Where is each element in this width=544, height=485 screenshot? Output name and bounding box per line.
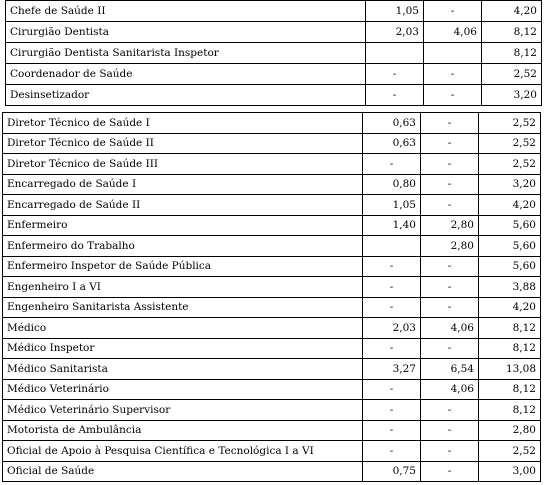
value-cell: - [421, 277, 479, 298]
total-cell: 4,20 [479, 195, 541, 216]
table-row [3, 400, 541, 421]
salary-table-main-body [3, 113, 541, 482]
table-row [3, 195, 541, 216]
total-cell: 5,60 [479, 215, 541, 236]
cargo-cell: Encarregado de Saúde II [3, 195, 363, 216]
value-cell: - [424, 1, 482, 22]
cargo-cell: Enfermeiro [3, 215, 363, 236]
value-cell: - [363, 277, 421, 298]
table-row [3, 441, 541, 462]
cargo-cell: Motorista de Ambulância [3, 420, 363, 441]
cargo-cell: Enfermeiro do Trabalho [3, 236, 363, 257]
value-cell [424, 43, 482, 64]
value-cell: - [421, 441, 479, 462]
value-cell: 3,27 [363, 359, 421, 380]
table-row [6, 64, 542, 85]
total-cell: 4,20 [482, 1, 542, 22]
table-row [3, 379, 541, 400]
total-cell: 5,60 [479, 256, 541, 277]
value-cell: - [363, 256, 421, 277]
cargo-cell: Médico Sanitarista [3, 359, 363, 380]
value-cell: - [421, 113, 479, 134]
value-cell: 1,40 [363, 215, 421, 236]
total-cell: 8,12 [479, 379, 541, 400]
table-row [6, 22, 542, 43]
cargo-cell: Diretor Técnico de Saúde I [3, 113, 363, 134]
value-cell: 2,80 [421, 236, 479, 257]
table-row [3, 338, 541, 359]
total-cell: 2,52 [479, 154, 541, 175]
total-cell: 2,52 [479, 133, 541, 154]
value-cell: - [363, 297, 421, 318]
cargo-cell: Desinsetizador [6, 85, 366, 106]
cargo-cell: Oficial de Saúde [3, 461, 363, 482]
value-cell: - [363, 154, 421, 175]
value-cell: 4,06 [424, 22, 482, 43]
table-row [3, 359, 541, 380]
total-cell: 3,88 [479, 277, 541, 298]
value-cell: - [424, 85, 482, 106]
value-cell: - [421, 133, 479, 154]
table-row [3, 461, 541, 482]
cargo-cell: Médico Veterinário Supervisor [3, 400, 363, 421]
value-cell: - [421, 338, 479, 359]
total-cell: 8,12 [482, 22, 542, 43]
total-cell: 2,80 [479, 420, 541, 441]
cargo-cell: Cirurgião Dentista [6, 22, 366, 43]
value-cell: - [421, 174, 479, 195]
cargo-cell: Médico Veterinário [3, 379, 363, 400]
cargo-cell: Diretor Técnico de Saúde II [3, 133, 363, 154]
value-cell: - [424, 64, 482, 85]
value-cell: - [421, 297, 479, 318]
table-row [3, 420, 541, 441]
value-cell: - [421, 400, 479, 421]
value-cell: 0,63 [363, 113, 421, 134]
value-cell: 1,05 [363, 195, 421, 216]
cargo-cell: Encarregado de Saúde I [3, 174, 363, 195]
value-cell: 1,05 [366, 1, 424, 22]
table-row [3, 215, 541, 236]
cargo-cell: Médico Inspetor [3, 338, 363, 359]
value-cell: - [363, 400, 421, 421]
salary-table-top-body [6, 1, 542, 106]
cargo-cell: Enfermeiro Inspetor de Saúde Pública [3, 256, 363, 277]
value-cell: 2,03 [366, 22, 424, 43]
total-cell: 3,20 [479, 174, 541, 195]
value-cell: 4,06 [421, 379, 479, 400]
table-row [3, 236, 541, 257]
total-cell: 4,20 [479, 297, 541, 318]
value-cell: - [421, 461, 479, 482]
cargo-cell: Engenheiro I a VI [3, 277, 363, 298]
salary-table-top [5, 0, 542, 106]
value-cell: - [363, 441, 421, 462]
cargo-cell: Oficial de Apoio à Pesquisa Científica e Tecnológica I a VI [3, 441, 363, 462]
total-cell: 13,08 [479, 359, 541, 380]
cargo-cell: Coordenador de Saúde [6, 64, 366, 85]
value-cell: - [363, 379, 421, 400]
total-cell: 8,12 [482, 43, 542, 64]
value-cell: 0,80 [363, 174, 421, 195]
cargo-cell: Diretor Técnico de Saúde III [3, 154, 363, 175]
value-cell: - [421, 195, 479, 216]
value-cell: - [363, 420, 421, 441]
table-row [3, 277, 541, 298]
cargo-cell: Engenheiro Sanitarista Assistente [3, 297, 363, 318]
cargo-cell: Médico [3, 318, 363, 339]
value-cell: 0,75 [363, 461, 421, 482]
cargo-cell: Chefe de Saúde II [6, 1, 366, 22]
value-cell [366, 43, 424, 64]
table-row [3, 133, 541, 154]
value-cell: 6,54 [421, 359, 479, 380]
table-row [3, 297, 541, 318]
value-cell: 2,03 [363, 318, 421, 339]
table-row [6, 85, 542, 106]
value-cell: 4,06 [421, 318, 479, 339]
total-cell: 8,12 [479, 318, 541, 339]
value-cell: 2,80 [421, 215, 479, 236]
total-cell: 8,12 [479, 338, 541, 359]
table-row [3, 174, 541, 195]
total-cell: 2,52 [479, 113, 541, 134]
table-row [3, 256, 541, 277]
cargo-cell: Cirurgião Dentista Sanitarista Inspetor [6, 43, 366, 64]
value-cell: - [366, 85, 424, 106]
value-cell: - [366, 64, 424, 85]
value-cell: - [421, 420, 479, 441]
value-cell: - [421, 256, 479, 277]
table-row [6, 1, 542, 22]
value-cell: - [363, 338, 421, 359]
table-row [3, 113, 541, 134]
table-row [3, 154, 541, 175]
total-cell: 2,52 [482, 64, 542, 85]
total-cell: 8,12 [479, 400, 541, 421]
value-cell: - [421, 154, 479, 175]
table-row [3, 318, 541, 339]
total-cell: 5,60 [479, 236, 541, 257]
total-cell: 2,52 [479, 441, 541, 462]
salary-table-main [2, 112, 541, 482]
table-row [6, 43, 542, 64]
total-cell: 3,00 [479, 461, 541, 482]
value-cell: 0,63 [363, 133, 421, 154]
total-cell: 3,20 [482, 85, 542, 106]
value-cell [363, 236, 421, 257]
